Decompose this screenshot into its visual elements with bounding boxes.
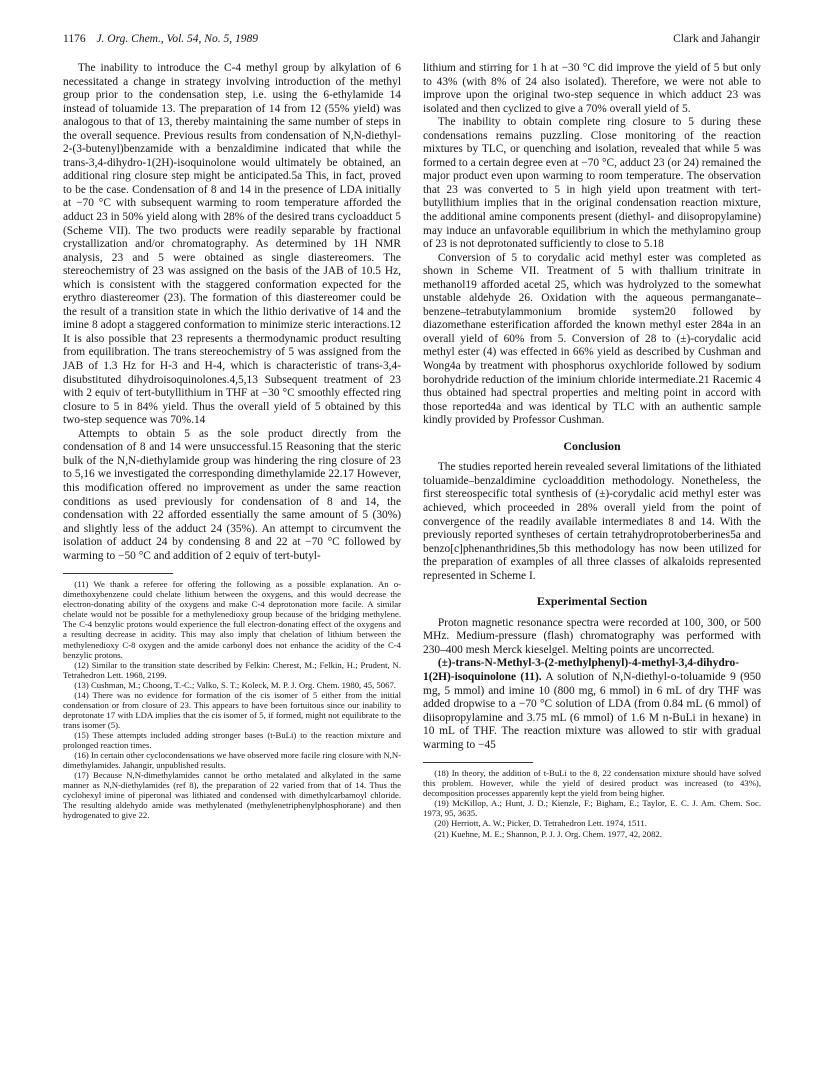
body-paragraph: The inability to introduce the C-4 methyl group by alkylation of 6 necessitated a change in strategy involving introduction of the methyl group prior to the condensation step, i.e. using the 6-ethylamide 14 instead of toluamide 13. The preparation of 14 from 12 (55% yield) was analogous to that of 13, thereby maintaining the same number of steps in the overall sequence. Previous results from condensation of N,N-diethyl-2-(3-butenyl)benzamide with a benzaldimine indicated that while the trans-3,4-dihydro-1(2H)-isoquinolone would ultimately be obtained, an additional ring closure step might be anticipated.5a This, in fact, proved to be the case. Condensation of 8 and 14 in the presence of LDA initially at −70 °C with subsequent warming to room temperature afforded the adduct 23 in 50% yield along with 28% of the desired trans cycloadduct 5 (Scheme VII). The two products were readily separable by fractional crystallization and/or chromatography. As determined by 1H NMR analysis, 23 and 5 were obtained as single diastereomers. The stereochemistry of 23 was assigned on the basis of the JAB of 10.5 Hz, which is consistent with the staggered conformation expected for the erythro diastereomer (23). The formation of this diastereomer could be the result of a transition state in which the lithio derivative of 14 and the imine 8 adopt a staggered conformation to minimize steric interactions.12 It is also possible that 23 represents a thermodynamic product resulting from equilibration. The trans stereochemistry of 5 was assigned from the JAB of 1.3 Hz for H-3 and H-4, which is characteristic of trans-3,4-disubstituted dihydroisoquinolones.4,5,13 Subsequent treatment of 23 with 2 equiv of tert-butyllithium in THF at −30 °C smoothly effected ring closure to 5 in 84% yield. Thus the overall yield of 5 obtained by this two-step sequence was 70%.14 <box>63 62 401 427</box>
footnote: (17) Because N,N-dimethylamides cannot be ortho metalated and alkylated in the same manner as N,N-diethylamides (ref 8), the preparation of 22 varied from that of 14. Thus the cyclohexyl imine of piperonal was lithiated and condensed with dimethylcarbamoyl chloride. The resulting aldehydo amide was methylenated (methylenetriphenylphosphorane) and then hydrogenated to give 22. <box>63 770 401 821</box>
body-paragraph: lithium and stirring for 1 h at −30 °C did improve the yield of 5 but only to 43% (with 8% of 24 also isolated). Therefore, we were not able to improve upon the original two-step sequence in which adduct 23 was isolated and then cyclized to give a 70% overall yield of 5. <box>423 62 761 115</box>
left-column <box>63 62 401 820</box>
experimental-intro: Proton magnetic resonance spectra were recorded at 100, 300, or 500 MHz. Medium-pressure (flash) chromatography was performed with 230–400 mesh Merck kieselgel. Melting points are uncorrected. <box>423 616 761 656</box>
footnote: (16) In certain other cyclocondensations we have observed more facile ring closure with N,N-dimethylamides. Jahangir, unpublished results. <box>63 750 401 771</box>
footnote: (15) These attempts included adding stronger bases (t-BuLi) to the reaction mixture and prolonged reaction times. <box>63 729 401 750</box>
page-number: 1176 <box>63 33 86 45</box>
footnotes <box>423 768 761 838</box>
journal-citation: J. Org. Chem., Vol. 54, No. 5, 1989 <box>96 33 258 45</box>
compound-paragraph <box>423 657 761 752</box>
footnote: (18) In theory, the addition of t-BuLi to the 8, 22 condensation mixture should have solved this problem. However, while the yield of desired product was increased (to 43%), decomposition processes apparently kept the yield from being higher. <box>423 768 761 799</box>
footnote: (21) Kuehne, M. E.; Shannon, P. J. J. Org. Chem. 1977, 42, 2082. <box>434 828 662 839</box>
footnote: (19) McKillop, A.; Hunt, J. D.; Kienzle, F.; Bigham, E.; Taylor, E. C. J. Am. Chem. Soc. 1973, 95, 3635. <box>423 798 761 819</box>
body-paragraph: The inability to obtain complete ring closure to 5 during these condensations remains puzzling. Close monitoring of the reaction mixtures by TLC, or quenching and isolation, revealed that while 5 was formed to a certain degree even at −70 °C, adduct 23 (or 24) remained the major product even upon warming to room temperature. The observation that 23 was converted to 5 in high yield upon treatment with tert-butyllithium implies that in the original condensation reaction mixture, the additional amine components present (diethyl- and diisopropylamine) may induce an unfavorable equilibrium in which the methylamino group of 23 is not deprotonated sufficiently to close to 5.18 <box>423 116 761 251</box>
footnote: (13) Cushman, M.; Choong, T.-C.; Valko, S. T.; Koleck, M. P. J. Org. Chem. 1980, 45, 5067. <box>74 679 396 690</box>
footnote: (12) Similar to the transition state described by Felkin: Cherest, M.; Felkin, H.; Prudent, N. Tetrahedron Lett. 1968, 2199. <box>63 659 401 680</box>
author-header: Clark and Jahangir <box>673 33 760 45</box>
right-column <box>423 62 761 839</box>
conclusion-paragraph: The studies reported herein revealed several limitations of the lithiated toluamide–benzaldimine cycloaddition methodology. Nonetheless, the first stereospecific total synthesis of (±)-corydalic acid methyl ester was achieved, which proceeded in 28% overall yield from the point of convergence of the readily available intermediates 8 and 14. With the previously reported syntheses of certain tetrahydroprotoberberines5a and benzo[c]phenanthridines,5b this methodology has now been utilized for the preparation of examples of all three classes of alkaloids represented represented in Scheme I. <box>423 461 761 582</box>
footnote-rule <box>63 573 173 574</box>
footnote: (14) There was no evidence for formation of the cis isomer of 5 either from the initial condensation or from closure of 23. This appears to have been fortuitous since our inability to deprotonate 17 with LDA implies that the cis isomer of 5, if formed, might not equilibrate to the trans isomer (5). <box>63 689 401 730</box>
body-paragraph: Attempts to obtain 5 as the sole product directly from the condensation of 8 and 14 were unsuccessful.15 Reasoning that the steric bulk of the N,N-diethylamide group was hindering the ring closure of 23 to 5,16 we investigated the corresponding dimethylamide 22.17 However, this modification offered no improvement as under the same reaction conditions as used previously for condensation of 8 and 14, the condensation with 22 afforded essentially the same amount of 5 (30%) and slightly less of the adduct 24 (35%). An attempt to circumvent the isolation of adduct 24 by condensing 8 and 22 at −70 °C followed by warming to −50 °C and addition of 2 equiv of tert-butyl- <box>63 427 401 562</box>
running-header <box>63 33 258 45</box>
footnotes <box>63 579 401 820</box>
footnote-rule <box>423 762 533 763</box>
compound-title: (±)-trans-N-Methyl-3-(2-methylphenyl)-4-methyl-3,4-dihydro-1(2H)-isoquinolone (11). <box>423 657 740 683</box>
experimental-heading: Experimental Section <box>536 594 648 609</box>
conclusion-heading: Conclusion <box>563 438 621 453</box>
compound-procedure: A solution of N,N-diethyl-o-toluamide 9 (950 mg, 5 mmol) and imine 10 (800 mg, 6 mmol) in 6 mL of dry THF was added dropwise to a −70 °C solution of LDA (from 0.84 mL (6 mmol) of diisopropylamine and 3.75 mL (6 mmol) of 1.6 M n-BuLi in hexane) in 10 mL of THF. The reaction mixture was allowed to stir with gradual warming to −45 <box>423 670 762 751</box>
footnote: (20) Herriott, A. W.; Picker, D. Tetrahedron Lett. 1974, 1511. <box>434 818 647 829</box>
body-paragraph: Conversion of 5 to corydalic acid methyl ester was completed as shown in Scheme VII. Treatment of 5 with thallium trinitrate in methanol19 afforded acetal 25, which was hydrolyzed to the somewhat unstable aldehyde 26. Oxidation with the aqueous permanganate–benzene–tetrabutylammonium bromide system20 followed by diazomethane esterification afforded the known methyl ester 284a in an overall yield of 60% from 5. Conversion of 28 to (±)-corydalic acid methyl ester (4) was effected in 66% yield as described by Cushman and Wong4a by treatment with phosphorus oxychloride followed by sodium borohydride reduction of the iminium chloride intermediate.21 Racemic 4 thus obtained had spectral properties and melting point in accord with those reported4a and was identical by TLC with an authentic sample kindly provided by Professor Cushman. <box>423 251 761 427</box>
footnote: (11) We thank a referee for offering the following as a possible explanation. An o-dimethoxybenzene could chelate lithium between the oxygens, and this would decrease the electron-donating ability of the oxygens and make C-4 deprotonation more facile. A similar chelate would not be possible for a methylenedioxy group because of the bridging methylene. The C-4 benzylic protons would experience the full electron-donating effect of the oxygens and a resulting decrease in acidity. This may also imply that chelation of lithium between the methylenedioxy C-8 oxygen and the amide carbonyl does not enhance the acidity of the C-4 benzylic protons. <box>63 579 401 660</box>
